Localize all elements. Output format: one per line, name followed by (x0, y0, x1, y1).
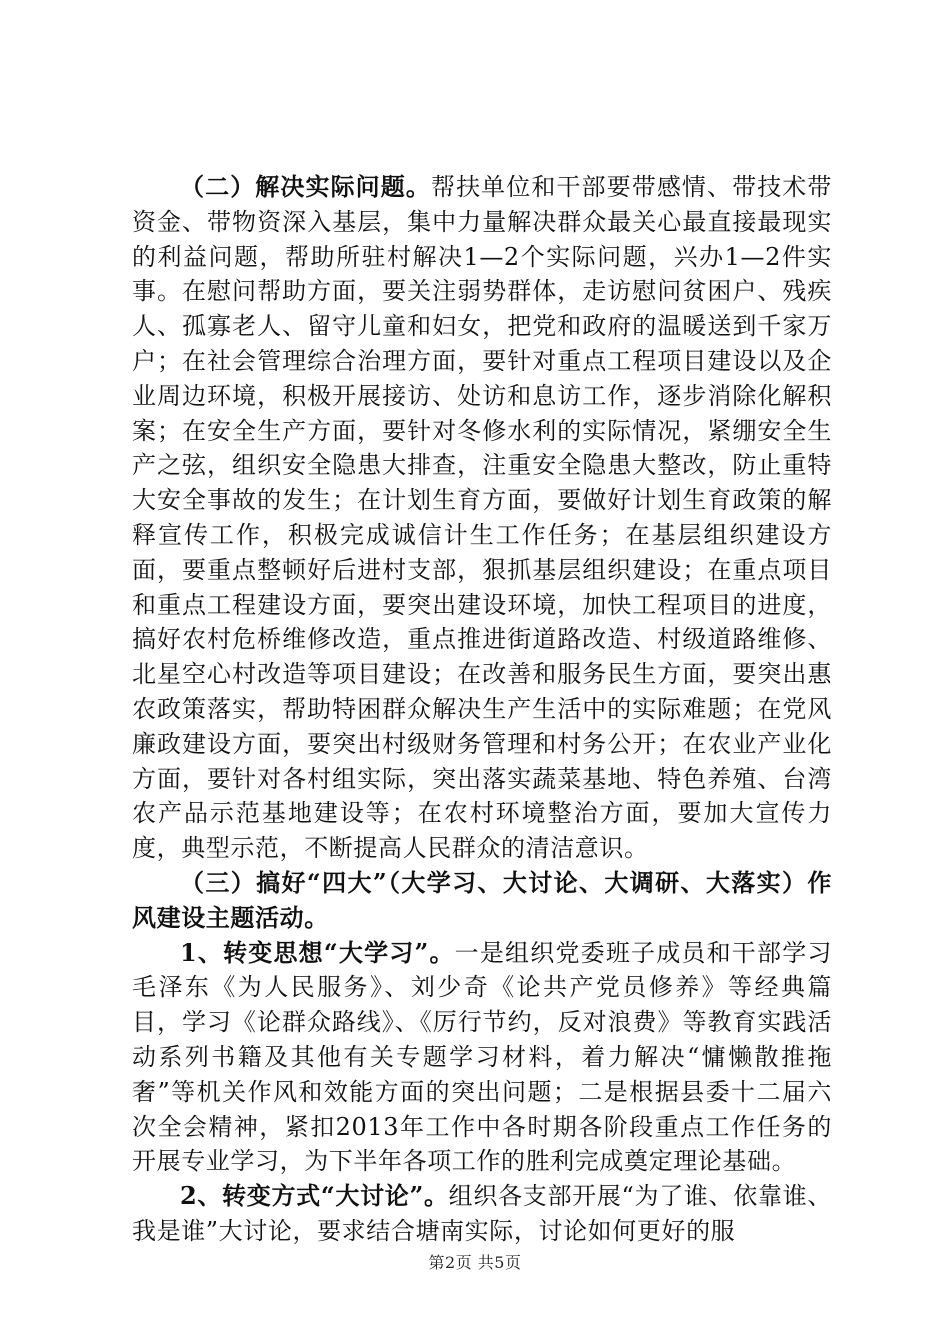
paragraph-text: 一是组织党委班子成员和干部学习毛泽东《为人民服务》、刘少奇《论共产党员修养》等经典篇目，学习《论群众路线》、《厉行节约，反对浪费》等教育实践活动系列书籍及其他有关专题学习材料，着力解决“慵懒散推拖奢”等机关作风和效能方面的突出问题；二是根据县委十二届六次全会精神，紧扣2013年工作中各时期各阶段重点工作任务的开展专业学习，为下半年各项工作的胜利完成奠定理论基础。 (132, 938, 832, 1176)
paragraph-solve-practical-problems (132, 170, 832, 866)
paragraph-big-study (132, 936, 832, 1180)
paragraph-text: 帮扶单位和干部要带感情、带技术带资金、带物资深入基层，集中力量解决群众最关心最直接最现实的利益问题，帮助所驻村解决1—2个实际问题，兴办1—2件实事。在慰问帮助方面，要关注弱势群体，走访慰问贫困户、残疾人、孤寡老人、留守儿童和妇女，把党和政府的温暖送到千家万户；在社会管理综合治理方面，要针对重点工程项目建设以及企业周边环境，积极开展接访、处访和息访工作，逐步消除化解积案；在安全生产方面，要针对冬修水利的实际情况，紧绷安全生产之弦，组织安全隐患大排查，注重安全隐患大整改，防止重特大安全事故的发生；在计划生育方面，要做好计划生育政策的解释宣传工作，积极完成诚信计生工作任务；在基层组织建设方面，要重点整顿好后进村支部，狠抓基层组织建设；在重点项目和重点工程建设方面，要突出建设环境，加快工程项目的进度，搞好农村危桥维修改造，重点推进街道路改造、村级道路维修、北星空心村改造等项目建设；在改善和服务民生方面，要突出惠农政策落实，帮助特困群众解决生产生活中的实际难题；在党风廉政建设方面，要突出村级财务管理和村务公开；在农业产业化方面，要针对各村组实际，突出落实蔬菜基地、特色养殖、台湾农产品示范基地建设等；在农村环境整治方面，要加大宣传力度，典型示范，不断提高人民群众的清洁意识。 (132, 173, 833, 863)
subsection-heading: 2、转变方式“大讨论”。 (180, 1181, 449, 1211)
paragraph-four-big-campaign (132, 866, 832, 936)
subsection-heading: 1、转变思想“大学习”。 (180, 937, 455, 967)
section-heading: （二）解决实际问题。 (180, 172, 431, 201)
page-number-footer: 第2页 共5页 (428, 1253, 522, 1272)
paragraph-text: 组织各支部开展“为了谁、依靠谁、我是谁”大讨论，要求结合塘南实际，讨论如何更好的服 (132, 1182, 832, 1245)
document-body (132, 170, 832, 1249)
section-heading: （三）搞好“四大”（大学习、大讨论、大调研、大落实）作风建设主题活动。 (132, 867, 832, 932)
paragraph-big-discussion (132, 1179, 832, 1249)
